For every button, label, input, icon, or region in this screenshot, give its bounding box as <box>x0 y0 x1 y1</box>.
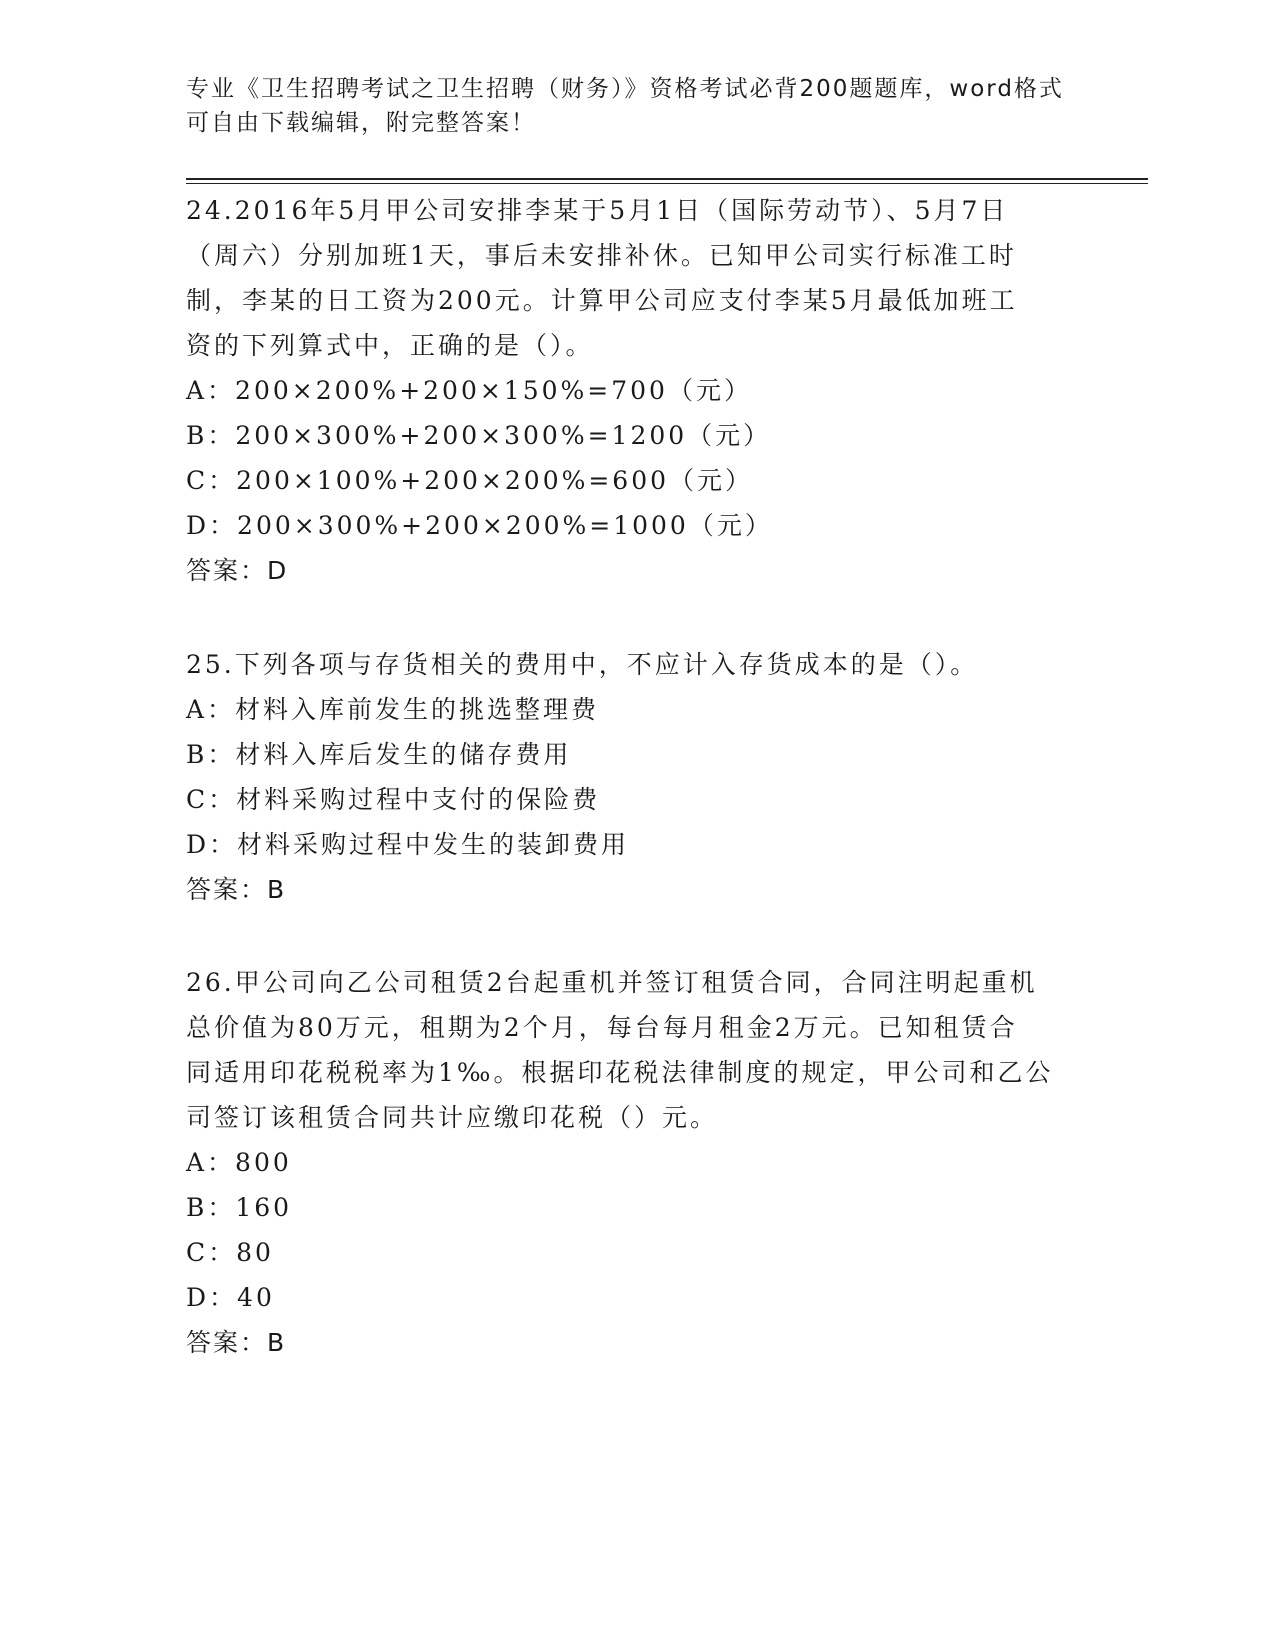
header-line: 专业《卫生招聘考试之卫生招聘（财务）》资格考试必背200题题库，word格式 <box>186 76 1064 102</box>
question-25 <box>186 642 1086 912</box>
stem-line: 总价值为80万元，租期为2个月，每台每月租金2万元。已知租赁合 <box>186 1013 1018 1042</box>
option-a: A：800 <box>186 1148 292 1177</box>
option-b: B：材料入库后发生的储存费用 <box>186 740 572 769</box>
option-d: D：材料采购过程中发生的装卸费用 <box>186 830 630 859</box>
answer: 答案：D <box>186 556 289 585</box>
header-divider-thin <box>186 183 1148 184</box>
header-line: 可自由下载编辑，附完整答案！ <box>186 110 536 136</box>
question-stem <box>186 960 1086 1140</box>
stem-line: 资的下列算式中，正确的是（）。 <box>186 331 594 360</box>
option-b: B：160 <box>186 1193 293 1222</box>
option-a: A：200×200%+200×150%=700（元） <box>186 376 752 405</box>
option-c: C：200×100%+200×200%=600（元） <box>186 466 754 495</box>
answer: 答案：B <box>186 875 287 904</box>
question-stem <box>186 642 1086 687</box>
option-d: D：200×300%+200×200%=1000（元） <box>186 511 773 540</box>
stem-line: 26.甲公司向乙公司租赁2台起重机并签订租赁合同，合同注明起重机 <box>186 968 1038 997</box>
question-24 <box>186 188 1086 593</box>
question-26 <box>186 960 1086 1365</box>
header-divider <box>186 178 1148 180</box>
stem-line: 24.2016年5月甲公司安排李某于5月1日（国际劳动节）、5月7日 <box>186 196 1009 225</box>
question-stem <box>186 188 1086 368</box>
stem-line: 司签订该租赁合同共计应缴印花税（）元。 <box>186 1103 719 1132</box>
option-a: A：材料入库前发生的挑选整理费 <box>186 695 600 724</box>
stem-line: 同适用印花税税率为1‰。根据印花税法律制度的规定，甲公司和乙公 <box>186 1058 1054 1087</box>
stem-line: 制，李某的日工资为200元。计算甲公司应支付李某5月最低加班工 <box>186 286 1018 315</box>
stem-line: 25.下列各项与存货相关的费用中，不应计入存货成本的是（）。 <box>186 650 979 679</box>
document-header <box>186 72 1086 140</box>
option-d: D：40 <box>186 1283 275 1312</box>
stem-line: （周六）分别加班1天，事后未安排补休。已知甲公司实行标准工时 <box>186 241 1017 270</box>
option-b: B：200×300%+200×300%=1200（元） <box>186 421 772 450</box>
option-c: C：材料采购过程中支付的保险费 <box>186 785 601 814</box>
option-c: C：80 <box>186 1238 274 1267</box>
answer: 答案：B <box>186 1328 287 1357</box>
